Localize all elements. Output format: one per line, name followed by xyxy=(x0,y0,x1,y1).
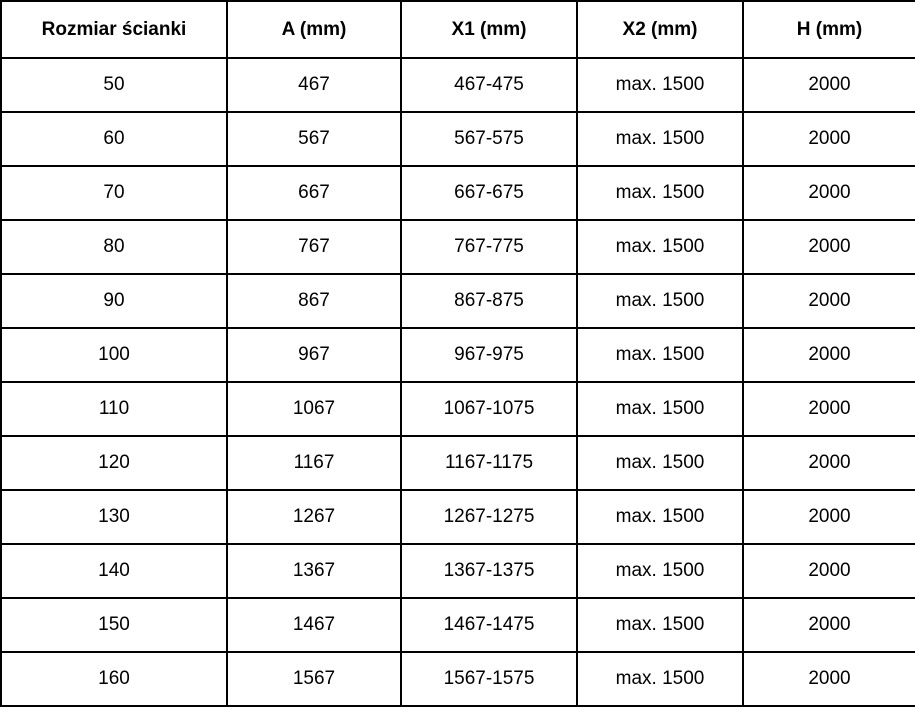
cell-a: 967 xyxy=(227,328,401,382)
cell-a: 467 xyxy=(227,58,401,112)
cell-x1: 1267-1275 xyxy=(401,490,577,544)
cell-x2: max. 1500 xyxy=(577,220,743,274)
cell-h: 2000 xyxy=(743,274,915,328)
table-row xyxy=(1,382,915,436)
cell-x1: 1567-1575 xyxy=(401,652,577,706)
cell-a: 1167 xyxy=(227,436,401,490)
cell-h: 2000 xyxy=(743,598,915,652)
cell-x1: 767-775 xyxy=(401,220,577,274)
cell-x2: max. 1500 xyxy=(577,382,743,436)
cell-x2: max. 1500 xyxy=(577,328,743,382)
cell-h: 2000 xyxy=(743,652,915,706)
cell-x2: max. 1500 xyxy=(577,112,743,166)
table-body xyxy=(1,58,915,706)
cell-x2: max. 1500 xyxy=(577,544,743,598)
cell-wall-size: 80 xyxy=(1,220,227,274)
table-row xyxy=(1,274,915,328)
table-header-row xyxy=(1,1,915,58)
cell-h: 2000 xyxy=(743,58,915,112)
table-row xyxy=(1,490,915,544)
cell-wall-size: 140 xyxy=(1,544,227,598)
table-row xyxy=(1,652,915,706)
cell-h: 2000 xyxy=(743,436,915,490)
cell-h: 2000 xyxy=(743,166,915,220)
cell-h: 2000 xyxy=(743,220,915,274)
cell-h: 2000 xyxy=(743,382,915,436)
cell-a: 1567 xyxy=(227,652,401,706)
cell-x1: 1067-1075 xyxy=(401,382,577,436)
cell-a: 567 xyxy=(227,112,401,166)
cell-x1: 1367-1375 xyxy=(401,544,577,598)
table-row xyxy=(1,544,915,598)
table-row xyxy=(1,112,915,166)
cell-wall-size: 150 xyxy=(1,598,227,652)
cell-x1: 867-875 xyxy=(401,274,577,328)
cell-h: 2000 xyxy=(743,544,915,598)
cell-wall-size: 70 xyxy=(1,166,227,220)
cell-a: 667 xyxy=(227,166,401,220)
cell-x2: max. 1500 xyxy=(577,436,743,490)
cell-wall-size: 130 xyxy=(1,490,227,544)
cell-a: 1267 xyxy=(227,490,401,544)
column-header-wall-size: Rozmiar ścianki xyxy=(1,1,227,58)
cell-wall-size: 60 xyxy=(1,112,227,166)
cell-wall-size: 110 xyxy=(1,382,227,436)
cell-h: 2000 xyxy=(743,112,915,166)
cell-x2: max. 1500 xyxy=(577,652,743,706)
table-row xyxy=(1,328,915,382)
cell-x1: 1467-1475 xyxy=(401,598,577,652)
cell-x2: max. 1500 xyxy=(577,58,743,112)
cell-x2: max. 1500 xyxy=(577,274,743,328)
cell-x1: 1167-1175 xyxy=(401,436,577,490)
cell-a: 767 xyxy=(227,220,401,274)
cell-a: 1067 xyxy=(227,382,401,436)
cell-x2: max. 1500 xyxy=(577,166,743,220)
cell-a: 1367 xyxy=(227,544,401,598)
cell-a: 867 xyxy=(227,274,401,328)
cell-x1: 567-575 xyxy=(401,112,577,166)
table-row xyxy=(1,166,915,220)
column-header-x1: X1 (mm) xyxy=(401,1,577,58)
cell-a: 1467 xyxy=(227,598,401,652)
cell-h: 2000 xyxy=(743,490,915,544)
cell-wall-size: 100 xyxy=(1,328,227,382)
cell-x2: max. 1500 xyxy=(577,598,743,652)
column-header-x2: X2 (mm) xyxy=(577,1,743,58)
cell-wall-size: 50 xyxy=(1,58,227,112)
cell-x1: 967-975 xyxy=(401,328,577,382)
cell-x1: 467-475 xyxy=(401,58,577,112)
column-header-a: A (mm) xyxy=(227,1,401,58)
column-header-h: H (mm) xyxy=(743,1,915,58)
cell-wall-size: 90 xyxy=(1,274,227,328)
cell-h: 2000 xyxy=(743,328,915,382)
cell-x1: 667-675 xyxy=(401,166,577,220)
table-row xyxy=(1,58,915,112)
cell-wall-size: 120 xyxy=(1,436,227,490)
cell-wall-size: 160 xyxy=(1,652,227,706)
table-row xyxy=(1,220,915,274)
cell-x2: max. 1500 xyxy=(577,490,743,544)
table-row xyxy=(1,598,915,652)
table-header xyxy=(1,1,915,58)
table-row xyxy=(1,436,915,490)
